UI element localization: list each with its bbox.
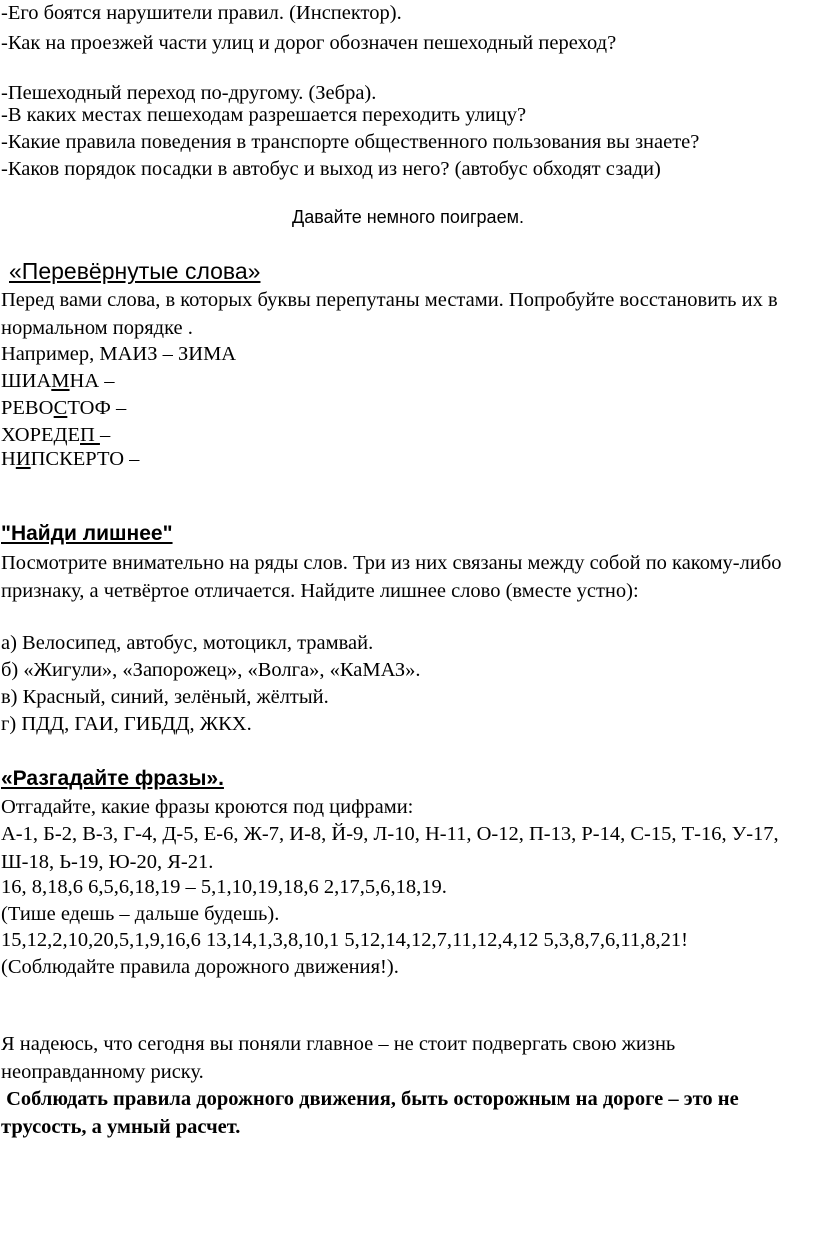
game1-example: Например, МАИЗ – ЗИМА bbox=[1, 343, 237, 365]
game1-description: Перед вами слова, в которых буквы перепутаны местами. Попробуйте восстановить их в нормальном порядке . bbox=[1, 289, 778, 339]
intro-line: -Каков порядок посадки в автобус и выход из него? (автобус обходят сзади) bbox=[1, 158, 661, 180]
intro-line: -Какие правила поведения в транспорте общественного пользования вы знаете? bbox=[1, 131, 700, 153]
game3-cipher: А-1, Б-2, В-3, Г-4, Д-5, Е-6, Ж-7, И-8, Й-9, Л-10, Н-11, О-12, П-13, Р-14, С-15, Т-16, У-17, Ш-18, Ь-19, Ю-20, Я-21. bbox=[1, 823, 779, 873]
intro-line: -Его боятся нарушители правил. (Инспектор). bbox=[1, 2, 402, 24]
game2-title: "Найди лишнее" bbox=[1, 522, 173, 545]
game2-item: б) «Жигули», «Запорожец», «Волга», «КаМАЗ». bbox=[1, 659, 421, 681]
game3-puzzle: 16, 8,18,6 6,5,6,18,19 – 5,1,10,19,18,6 2,17,5,6,18,19. bbox=[1, 876, 447, 898]
intro-line: -Как на проезжей части улиц и дорог обозначен пешеходный переход? bbox=[1, 32, 617, 54]
closing-bold-text: Соблюдать правила дорожного движения, быть осторожным на дороге – это не трусость, а умный расчет. bbox=[1, 1088, 744, 1138]
game3-answer: (Тише едешь – дальше будешь). bbox=[1, 903, 280, 925]
game2-description: Посмотрите внимательно на ряды слов. Три из них связаны между собой по какому-либо признаку, а четвёртое отличается. Найдите лишнее слово (вместе устно): bbox=[1, 552, 782, 602]
game3-title: «Разгадайте фразы». bbox=[1, 767, 224, 790]
game3-puzzle: 15,12,2,10,20,5,1,9,16,6 13,14,1,3,8,10,1 5,12,14,12,7,11,12,4,12 5,3,8,7,6,11,8,21! bbox=[1, 929, 688, 951]
lets-play-heading: Давайте немного поиграем. bbox=[292, 207, 524, 227]
game3-answer: (Соблюдайте правила дорожного движения!). bbox=[1, 956, 399, 978]
intro-line: -Пешеходный переход по-другому. (Зебра). bbox=[1, 82, 377, 104]
scrambled-word: РЕВОСТОФ – bbox=[1, 397, 127, 419]
game2-item: а) Велосипед, автобус, мотоцикл, трамвай. bbox=[1, 632, 374, 654]
game2-item: в) Красный, синий, зелёный, жёлтый. bbox=[1, 686, 329, 708]
scrambled-word: ШИАМНА – bbox=[1, 370, 115, 392]
game3-intro: Отгадайте, какие фразы кроются под цифрами: bbox=[1, 796, 414, 818]
game1-title: «Перевёрнутые слова» bbox=[9, 258, 261, 284]
closing-text: Я надеюсь, что сегодня вы поняли главное – не стоит подвергать свою жизнь неоправданному риску. bbox=[1, 1033, 676, 1083]
game2-item: г) ПДД, ГАИ, ГИБДД, ЖКХ. bbox=[1, 713, 252, 735]
scrambled-word: НИПСКЕРТО – bbox=[1, 448, 140, 470]
intro-line: -В каких местах пешеходам разрешается переходить улицу? bbox=[1, 104, 527, 126]
scrambled-word: ХОРЕДЕП – bbox=[1, 424, 111, 446]
